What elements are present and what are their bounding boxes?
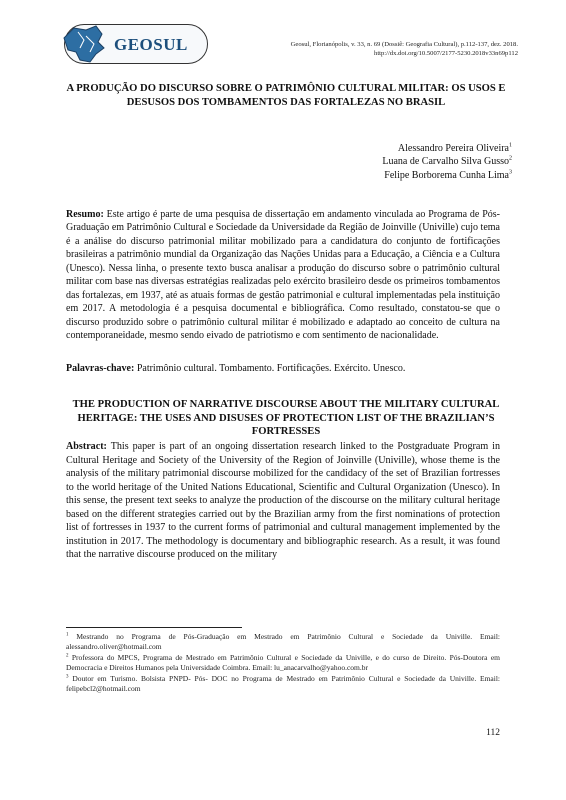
resumo-paragraph [66,208,500,343]
footnote-text: Mestrando no Programa de Pós-Graduação em Mestrado em Patrimônio Cultural e Sociedade da Univille. Email: alessandro.oliver@hotmail.com [66,632,500,652]
abstract-text: This paper is part of an ongoing dissertation research linked to the Postgraduate Program in Cultural Heritage and Society of the University of the Region of Joinville (Univille), whose theme is the analysis of the military patrimonial discourse mobilized for the candidacy of the set of Brazilian fortresses to the world heritage of the United Nations Educational, Scientific and Cultural Organization (Unesco). In this sense, the present text seeks to analyze the production of the discourse on the military cultural heritage based on the different strategies carried out by the Brazilian army from the first nominations of protection list of fortresses in 1937 to the current forms of patrimonial and cultural management implemented by the institution in 2017. The methodology is documentary and bibliographic research. As a result, it was found that the narrative discourse produced on the military [66,441,501,561]
footnote-marker[interactable]: 1 [509,142,512,149]
footnote [66,674,500,695]
footnote [66,653,500,674]
footnote-number: 1 [66,632,69,638]
palavras-chave-label: Palavras-chave: [66,363,135,374]
author-name: Felipe Borborema Cunha Lima [384,169,509,181]
palavras-chave [66,362,500,375]
footnote-marker[interactable]: 2 [509,156,512,163]
footnote-number: 3 [66,674,69,680]
resumo-label: Resumo: [66,209,104,220]
footnote-marker[interactable]: 3 [509,169,512,176]
footnote-text: Doutor em Turismo. Bolsista PNPD- Pós- DOC no Programa de Mestrado em Patrimônio Cultural e Sociedade da Univille. Email: felipebcl2@hotmail.com [66,674,500,694]
page-number: 112 [486,728,500,738]
author-list [252,142,512,182]
footnote [66,632,500,653]
footnote-text: Professora do MPCS, Programa de Mestrado em Patrimônio Cultural e Sociedade da Univille, e do curso de Direito. Pós-Doutora em Democracia e Direitos Humanos pela Universidade Coimbra. Email: lu_anacarvalho@yahoo.com.br [66,653,501,673]
citation-line: Geosul, Florianópolis, v. 33, n. 69 (Dossiê: Geografia Cultural), p.112-137, dez. 2018. [290,41,518,48]
author [252,155,512,168]
author [252,142,512,155]
author-name: Alessandro Pereira Oliveira [397,143,509,154]
abstract-label: Abstract: [66,441,107,452]
paper-title-english: THE PRODUCTION OF NARRATIVE DISCOURSE ABOUT THE MILITARY CULTURAL HERITAGE: THE USES AND DISUSES OF PROTECTION LIST OF THE BRAZILIAN’S FORTRESSES [72,399,500,437]
abstract-paragraph [66,440,500,562]
resumo-text: Este artigo é parte de uma pesquisa de dissertação em andamento vinculada ao Programa de Pós-Graduação em Patrimônio Cultural e Sociedade da Universidade da Região de Joinville (Univille) cujo tema é a análise do discurso patrimonial militar mobilizado para a candidatura do conjunto de fortificações brasileiras a patrimônio mundial da Organização das Nações Unidas para a Educação, a Ciência e a Cultura (Unesco). Nessa linha, o presente texto busca analisar a produção do discurso sobre o patrimônio cultural militar com base nas diversas estratégias realizadas pelo exército brasileiro desde os primeiros tombamentos das fortalezas, em 1937, até as atuais formas de gestão patrimonial e cultural implementadas pela instituição em 2017. A metodologia é a pesquisa documental e bibliográfica. Como resultado, constatou-se que o discurso produzido sobre o patrimônio cultural militar é mobilizado e adaptado ao conceito de cultura na contemporaneidade, mesmo sendo eivado de patriotismo e com sentimento de nacionalidade. [66,209,501,342]
journal-logo [56,18,208,70]
south-brazil-map-icon [56,18,116,70]
footnotes [66,632,500,695]
logo-text: GEOSUL [114,35,188,54]
footnote-divider [66,627,242,628]
doi-link[interactable]: http://dx.doi.org/10.5007/2177-5230.2018v33n69p112 [374,50,518,57]
paper-title-portuguese: A PRODUÇÃO DO DISCURSO SOBRE O PATRIMÔNIO CULTURAL MILITAR: OS USOS E DESUSOS DOS TOMBAMENTOS DAS FORTALEZAS NO BRASIL [66,83,506,108]
author [252,169,512,182]
journal-citation [228,40,518,58]
footnote-number: 2 [66,653,69,659]
palavras-chave-text: Patrimônio cultural. Tombamento. Fortificações. Exército. Unesco. [136,363,406,374]
author-name: Luana de Carvalho Silva Gusso [382,156,509,168]
